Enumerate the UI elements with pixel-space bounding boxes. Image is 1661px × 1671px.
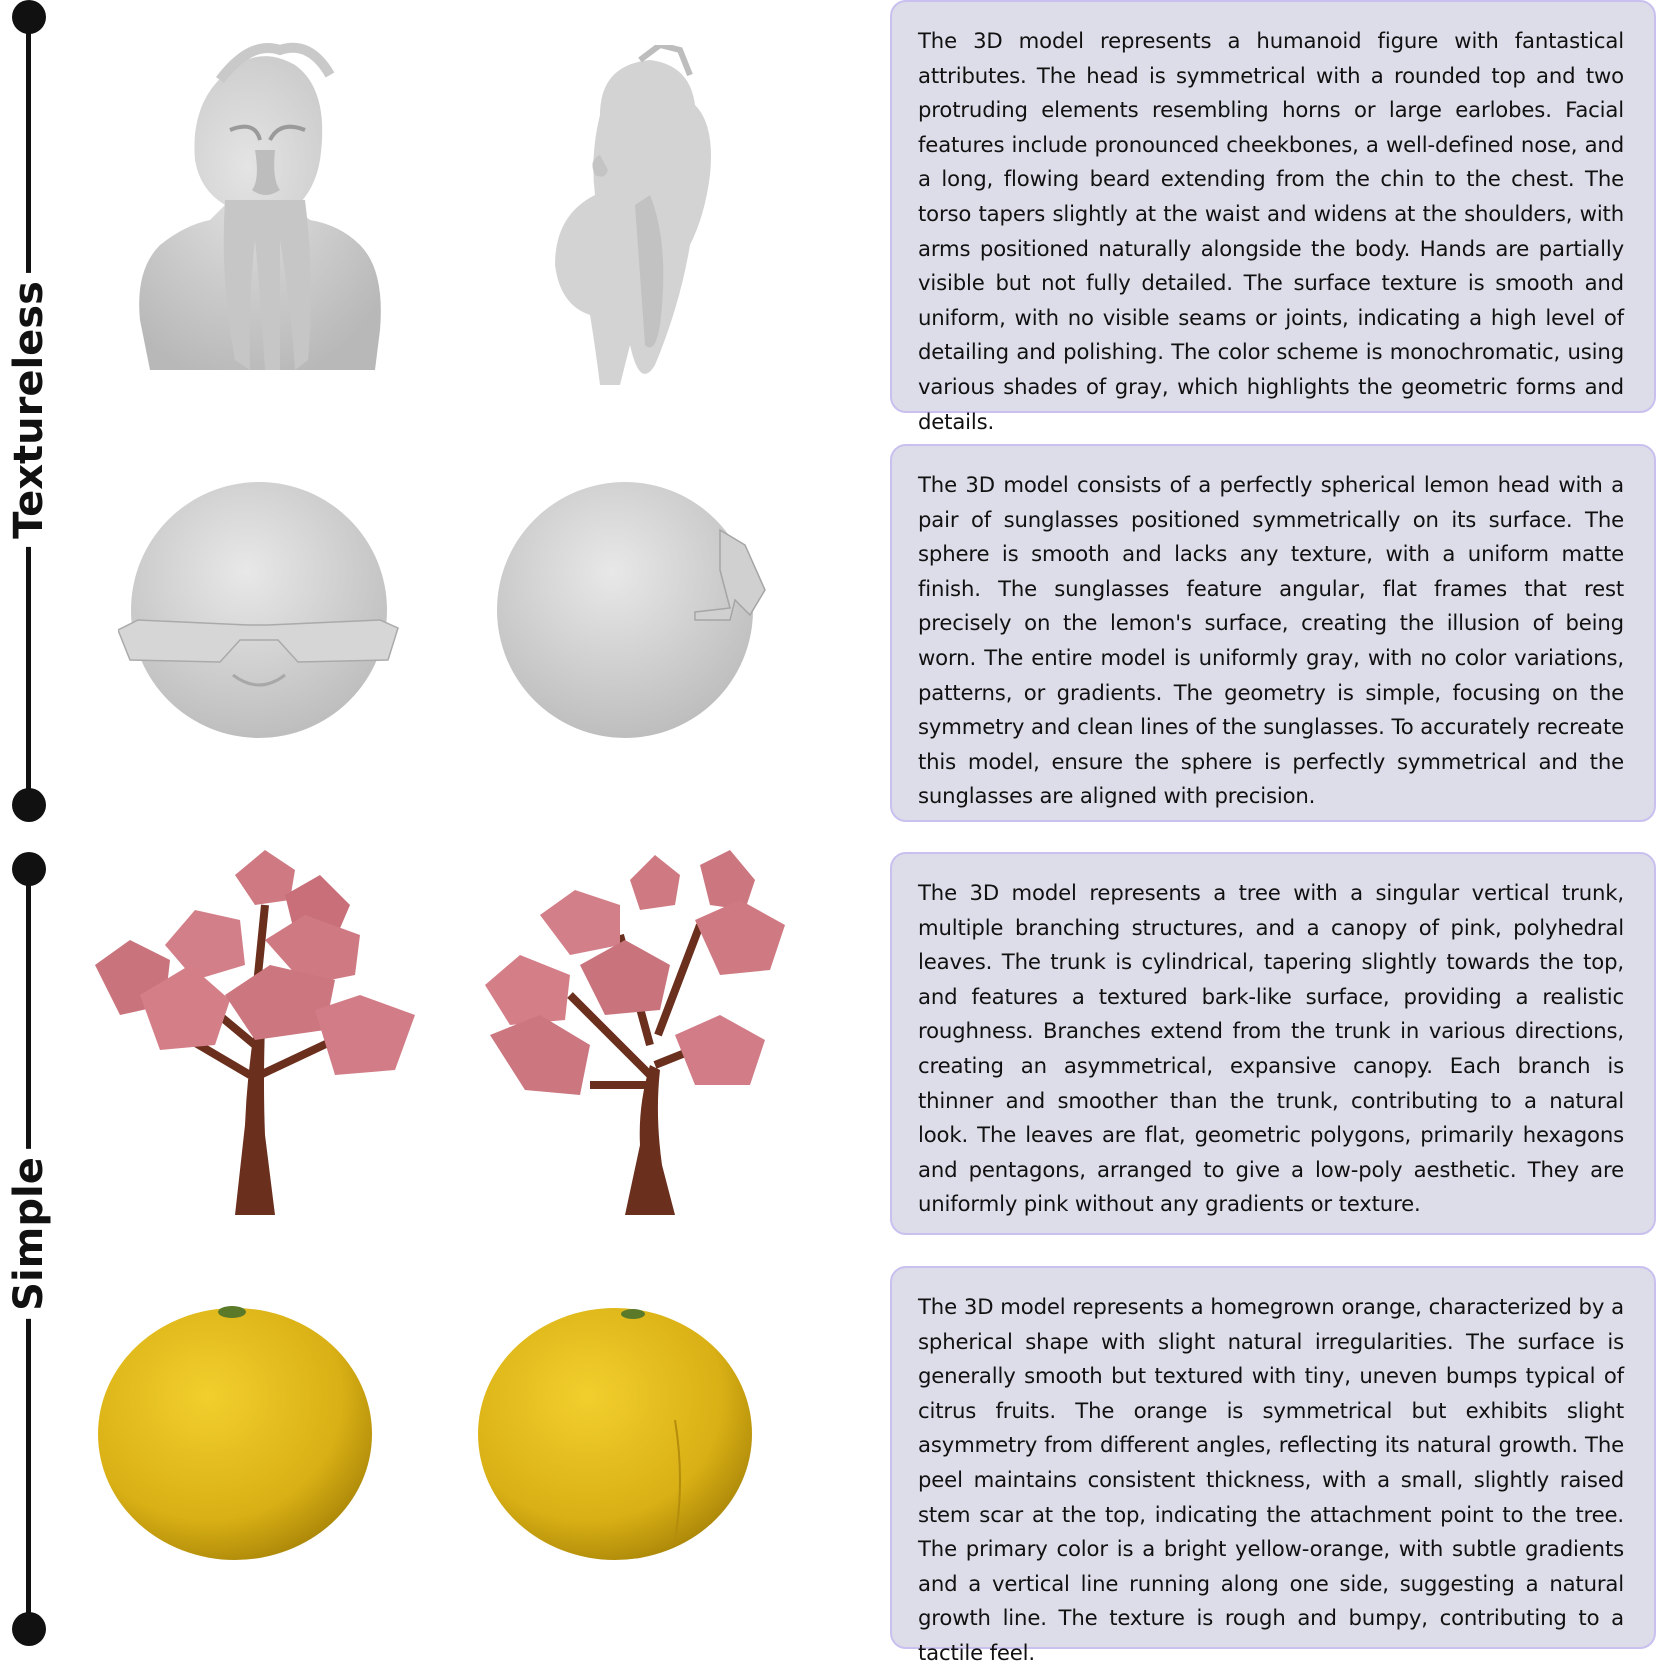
- description-text: The 3D model represents a homegrown orange, characterized by a spherical shape with slight natural irregularities. The surface is generally smooth but textured with tiny, uneven bumps typical of citrus fruits. The orange is symmetrical but exhibits slight asymmetry from different angles, reflecting its natural growth. The peel maintains consistent thickness, with a small, slightly raised stem scar at the top, indicating the attachment point to the tree. The primary color is a bright yellow-orange, with subtle gradients and a vertical line running along one side, suggesting a natural growth line. The texture is rough and bumpy, contributing to a tactile feel.: [918, 1294, 1624, 1665]
- description-box: [890, 0, 1656, 434]
- bracket-dot-bottom: [12, 1612, 46, 1646]
- description-text: The 3D model represents a tree with a singular vertical trunk, multiple branching structures, and a canopy of pink, polyhedral leaves. The trunk is cylindrical, tapering slightly towards the top, and features a textured bark-like surface, providing a realistic roughness. Branches extend from the trunk in various directions, creating an asymmetrical, expansive canopy. Each branch is thinner and smoother than the trunk, contributing to a natural look. The leaves are flat, geometric polygons, primarily hexagons and pentagons, arranged to give a low-poly aesthetic. They are uniformly pink without any gradients or texture.: [918, 880, 1624, 1217]
- orange-front-render: [95, 1300, 375, 1562]
- tree-front-render: [95, 845, 420, 1215]
- bust-front-render: [130, 40, 390, 390]
- bust-side-render: [540, 45, 730, 405]
- group-label: Textureless: [6, 273, 52, 547]
- description-box: [890, 852, 1656, 1235]
- bracket-dot-top: [12, 0, 46, 34]
- orange-side-render: [470, 1300, 760, 1562]
- description-text: The 3D model consists of a perfectly spherical lemon head with a pair of sunglasses positioned symmetrically on its surface. The sphere is smooth and lacks any texture, with a uniform matte finish. The sunglasses feature angular, flat frames that rest precisely on the lemon's surface, creating the illusion of being worn. The entire model is uniformly gray, with no color variations, patterns, or gradients. The geometry is simple, focusing on the symmetry and clean lines of the sunglasses. To accurately recreate this model, ensure the sphere is perfectly symmetrical and the sunglasses are aligned with precision.: [918, 472, 1624, 809]
- description-text: The 3D model represents a humanoid figure with fantastical attributes. The head is symmetrical with a rounded top and two protruding elements resembling horns or large earlobes. Facial features include pronounced cheekbones, a well-defined nose, and a long, flowing beard extending from the chin to the chest. The torso tapers slightly at the waist and widens at the shoulders, with arms positioned naturally alongside the body. Hands are partially visible but not fully detailed. The surface texture is smooth and uniform, with no visible seams or joints, indicating a high level of detailing and polishing. The color scheme is monochromatic, using various shades of gray, which highlights the geometric forms and details.: [918, 28, 1624, 434]
- group-bracket-simple: [0, 852, 60, 1649]
- tree-side-render: [480, 845, 790, 1215]
- bracket-dot-bottom: [12, 788, 46, 822]
- description-box: [890, 444, 1656, 822]
- lemon-head-side-render: [490, 470, 780, 740]
- group-label: Simple: [6, 1149, 52, 1319]
- group-bracket-textureless: [0, 0, 60, 820]
- bracket-dot-top: [12, 852, 46, 886]
- lemon-head-front-render: [118, 470, 400, 740]
- description-box: [890, 1266, 1656, 1665]
